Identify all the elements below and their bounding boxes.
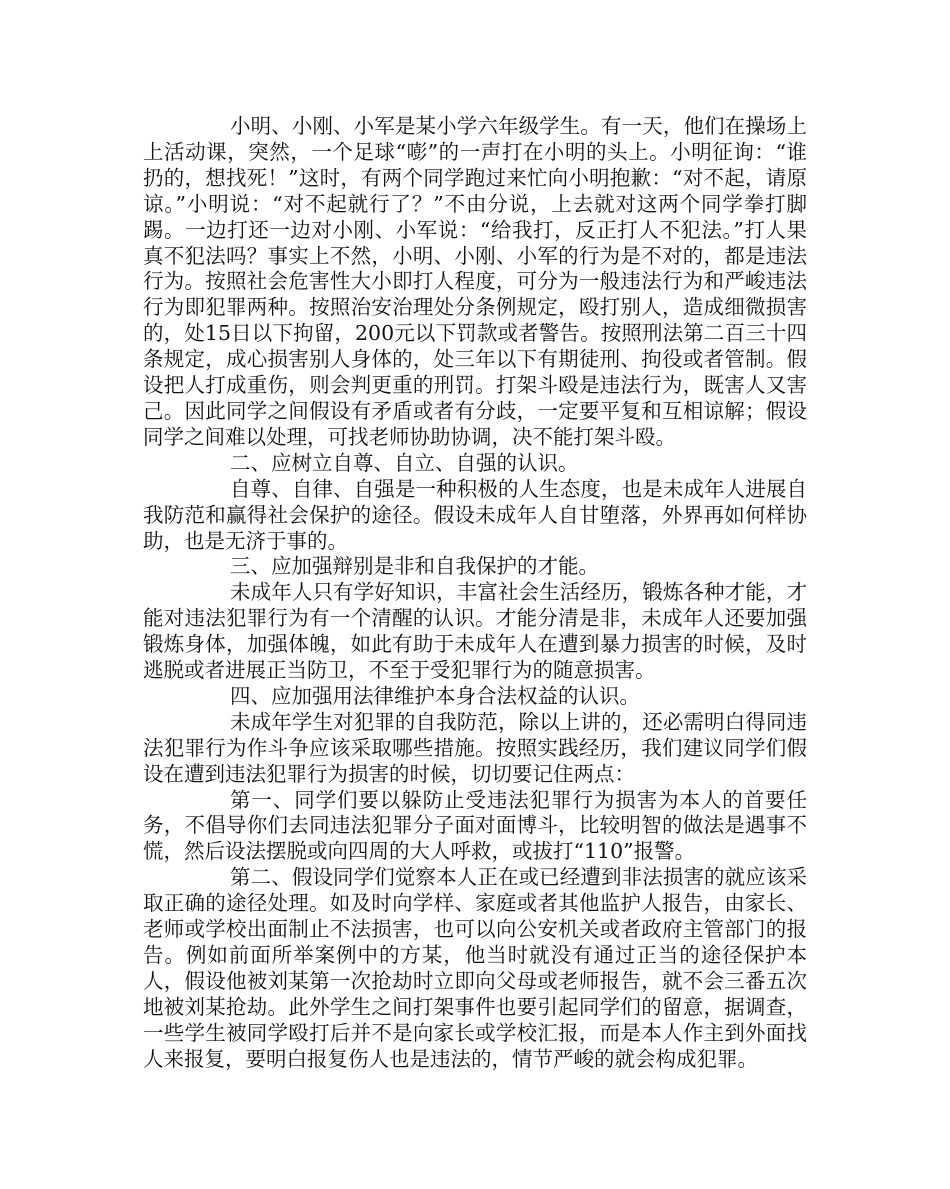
paragraph-self-respect: 自尊、自律、自强是一种积极的人生态度，也是未成年人进展自我防范和赢得社会保护的途径。假设未成年人自甘堕落，外界再如何样协助，也是无济于事的。 [143,476,807,553]
paragraph-point-two: 第二、假设同学们觉察本人正在或已经遭到非法损害的就应该采取正确的途径处理。如及时向学样、家庭或者其他监护人报告，由家长、老师或学校出面制止不法损害，也可以向公安机关或者政府主管部门的报告。例如前面所举案例中的方某，他当时就没有通过正当的途径保护本人，假设他被刘某第一次抢劫时立即向父母或老师报告，就不会三番五次地被刘某抢劫。此外学生之间打架事件也要引起同学们的留意，据调查，一些学生被同学殴打后并不是向家长或学校汇报，而是本人作主到外面找人来报复，要明白报复伤人也是违法的，情节严峻的就会构成犯罪。 [143,865,807,1071]
paragraph-point-one: 第一、同学们要以躲防止受违法犯罪行为损害为本人的首要任务，不倡导你们去同违法犯罪分子面对面博斗，比较明智的做法是遇事不慌，然后设法摆脱或向四周的大人呼救，或拔打“110”报警。 [143,787,807,864]
paragraph-self-protection: 未成年人只有学好知识，丰富社会生活经历，锻炼各种才能，才能对违法犯罪行为有一个清醒的认识。才能分清是非，未成年人还要加强锻炼身体，加强体魄，如此有助于未成年人在遭到暴力损害的时候，及时逃脱或者进展正当防卫，不至于受犯罪行为的随意损害。 [143,580,807,683]
section-heading-3: 三、应加强辩别是非和自我保护的才能。 [230,554,599,579]
paragraph-case-story: 小明、小刚、小军是某小学六年级学生。有一天，他们在操场上上活动课，突然，一个足球“嘭”的一声打在小明的头上。小明征询：“谁扔的，想找死！”这时，有两个同学跑过来忙向小明抱歉：“对不起，请原谅。”小明说：“对不起就行了？”不由分说，上去就对这两个同学拳打脚踢。一边打还一边对小刚、小军说：“给我打，反正打人不犯法。”打人果真不犯法吗？事实上不然，小明、小刚、小军的行为是不对的，都是违法行为。按照社会危害性大小即打人程度，可分为一般违法行为和严峻违法行为即犯罪两种。按照治安治理处分条例规定，殴打别人，造成细微损害的，处15日以下拘留，200元以下罚款或者警告。按照刑法第二百三十四条规定，成心损害别人身体的，处三年以下有期徒刑、拘役或者管制。假设把人打成重伤，则会判更重的刑罚。打架斗殴是违法行为，既害人又害己。因此同学之间假设有矛盾或者有分歧，一定要平复和互相谅解；假设同学之间难以处理，可找老师协助协调，决不能打架斗殴。 [143,114,807,449]
section-heading-2: 二、应树立自尊、自立、自强的认识。 [230,450,579,475]
document-body [143,114,807,1073]
section-heading-4: 四、应加强用法律维护本身合法权益的认识。 [230,683,640,708]
paragraph-legal-measures: 未成年学生对犯罪的自我防范，除以上讲的，还必需明白得同违法犯罪行为作斗争应该采取哪些措施。按照实践经历，我们建议同学们假设在遭到违法犯罪行为损害的时候，切切要记住两点： [143,709,807,786]
